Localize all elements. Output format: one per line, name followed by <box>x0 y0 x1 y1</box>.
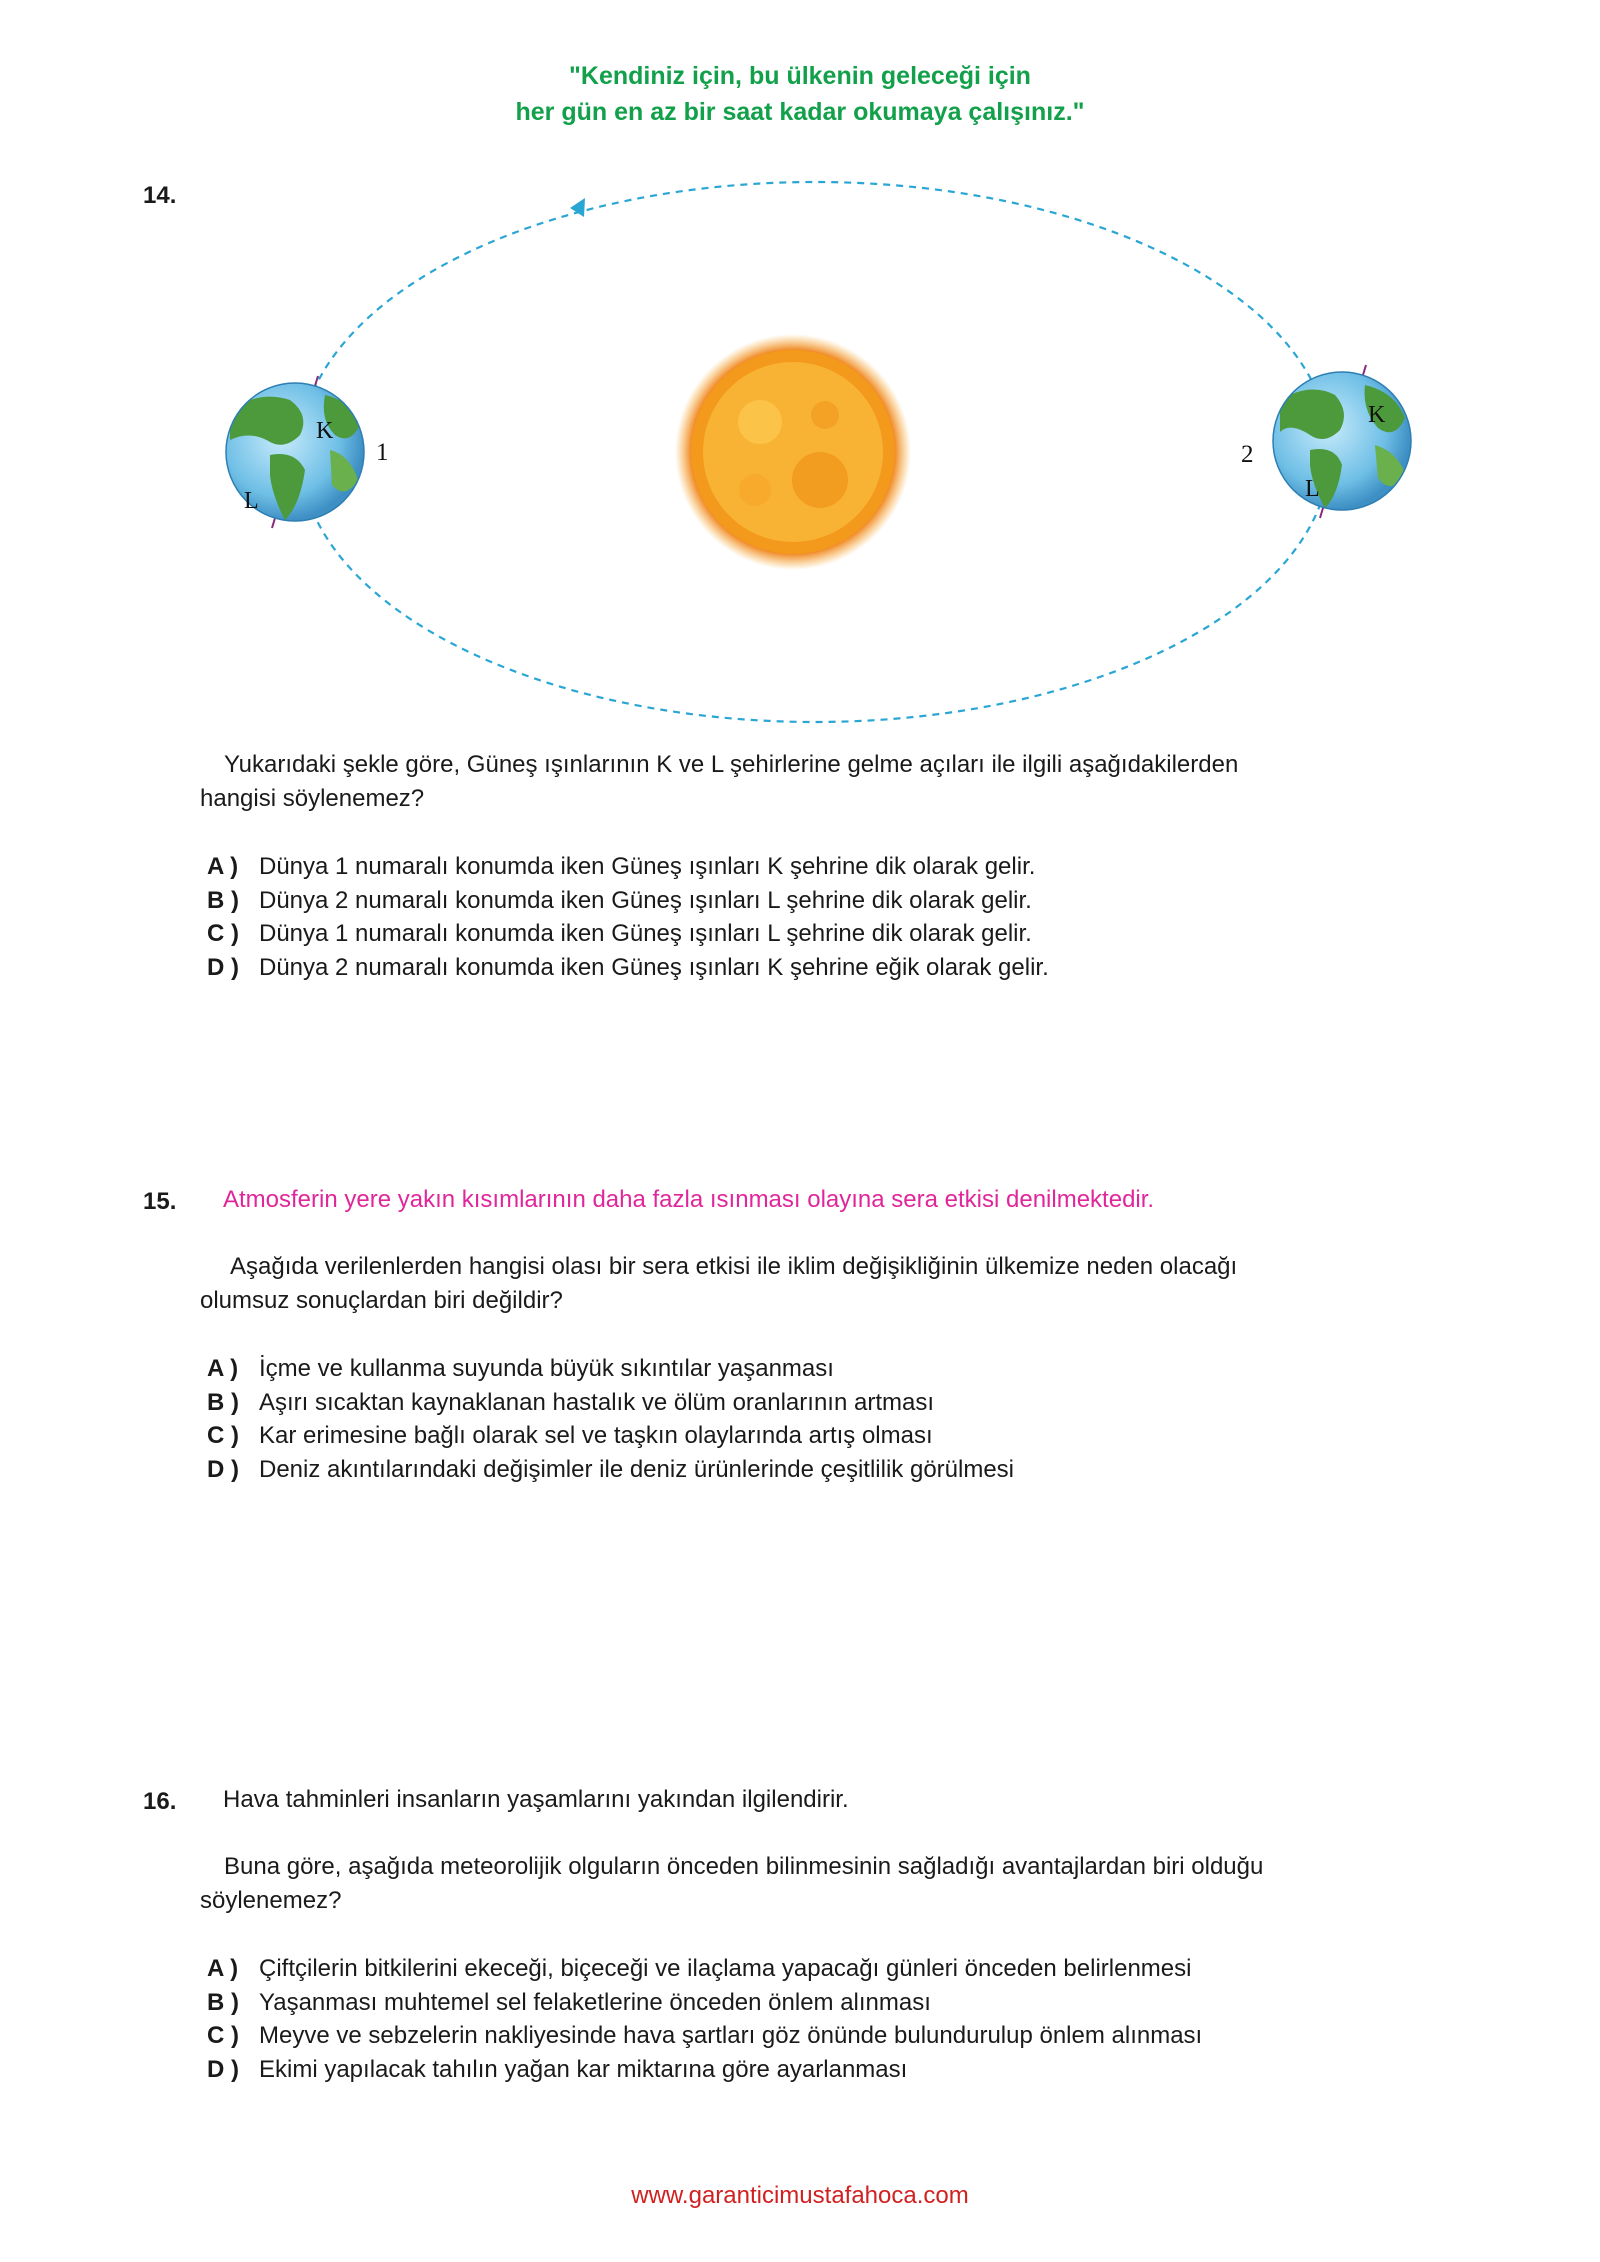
city-k-label-1: K <box>316 418 334 444</box>
question-16-stem <box>200 1850 1420 1918</box>
question-15-lead: Atmosferin yere yakın kısımlarının daha fazla ısınması olayına sera etkisi denilmektedir. <box>223 1186 1155 1213</box>
city-l-label-1: L <box>244 488 259 514</box>
question-16-choice-a[interactable]: A ) Çiftçilerin bitkilerini ekeceği, biçeceği ve ilaçlama yapacağı günleri önceden belirlenmesi <box>207 1955 1192 1982</box>
question-16-stem-line-1: Buna göre, aşağıda meteorolijik olguların önceden bilinmesinin sağladığı avantajlardan biri olduğu <box>224 1853 1264 1880</box>
question-16-choice-c[interactable]: C ) Meyve ve sebzelerin nakliyesinde hava şartları göz önünde bulundurulup önlem alınması <box>207 2022 1203 2049</box>
question-14-number: 14. <box>143 182 177 209</box>
question-15-stem-line-2: olumsuz sonuçlardan biri değildir? <box>200 1287 563 1314</box>
city-l-label-2: L <box>1305 476 1320 502</box>
question-14-choice-a[interactable]: A ) Dünya 1 numaralı konumda iken Güneş ışınları K şehrine dik olarak gelir. <box>207 853 1036 880</box>
question-15-choices <box>207 1352 1014 1486</box>
sun <box>675 334 911 570</box>
question-15-number: 15. <box>143 1188 177 1215</box>
question-16-choice-d[interactable]: D ) Ekimi yapılacak tahılın yağan kar miktarına göre ayarlanması <box>207 2055 908 2083</box>
motto <box>0 58 1600 130</box>
question-16-lead: Hava tahminleri insanların yaşamlarını yakından ilgilendirir. <box>223 1786 849 1813</box>
question-14-choice-d[interactable]: D ) Dünya 2 numaralı konumda iken Güneş ışınları K şehrine eğik olarak gelir. <box>207 953 1049 981</box>
orbit-direction-arrow <box>570 198 585 217</box>
question-15-choice-b[interactable]: B ) Aşırı sıcaktan kaynaklanan hastalık ve ölüm oranlarının artması <box>207 1388 934 1416</box>
question-14-stem-line-2: hangisi söylenemez? <box>200 785 425 812</box>
motto-line-2: her gün en az bir saat kadar okumaya çalışınız." <box>515 98 1085 126</box>
question-15-stem-line-1: Aşağıda verilenlerden hangisi olası bir sera etkisi ile iklim değişikliğinin ülkemize neden olacağı <box>230 1253 1238 1280</box>
question-14-choices <box>207 850 1049 984</box>
question-14-stem <box>200 748 1420 816</box>
position-label-1: 1 <box>376 439 389 466</box>
question-15-choice-c[interactable]: C ) Kar erimesine bağlı olarak sel ve taşkın olaylarında artış olması <box>207 1422 933 1449</box>
question-14-figure <box>200 160 1450 740</box>
question-14-choice-c[interactable]: C ) Dünya 1 numaralı konumda iken Güneş ışınları L şehrine dik olarak gelir. <box>207 920 1032 947</box>
question-16-choice-b[interactable]: B ) Yaşanması muhtemel sel felaketlerine önceden önlem alınması <box>207 1988 931 2016</box>
question-16-choices <box>207 1952 1202 2086</box>
position-label-2: 2 <box>1241 441 1254 468</box>
footer-website-link[interactable]: www.garanticimustafahoca.com <box>631 2182 969 2209</box>
question-16-number: 16. <box>143 1788 177 1815</box>
earth-position-2 <box>1273 365 1411 518</box>
question-16-stem-line-2: söylenemez? <box>200 1887 342 1914</box>
question-15-stem <box>200 1250 1420 1318</box>
question-14-stem-line-1: Yukarıdaki şekle göre, Güneş ışınlarının K ve L şehirlerine gelme açıları ile ilgili aşağıdakilerden <box>224 751 1239 778</box>
motto-line-1: "Kendiniz için, bu ülkenin geleceği için <box>569 62 1031 90</box>
question-15-choice-a[interactable]: A ) İçme ve kullanma suyunda büyük sıkıntılar yaşanması <box>207 1355 834 1382</box>
city-k-label-2: K <box>1368 402 1386 428</box>
question-15-choice-d[interactable]: D ) Deniz akıntılarındaki değişimler ile deniz ürünlerinde çeşitlilik görülmesi <box>207 1455 1015 1483</box>
question-14-choice-b[interactable]: B ) Dünya 2 numaralı konumda iken Güneş ışınları L şehrine dik olarak gelir. <box>207 886 1032 914</box>
